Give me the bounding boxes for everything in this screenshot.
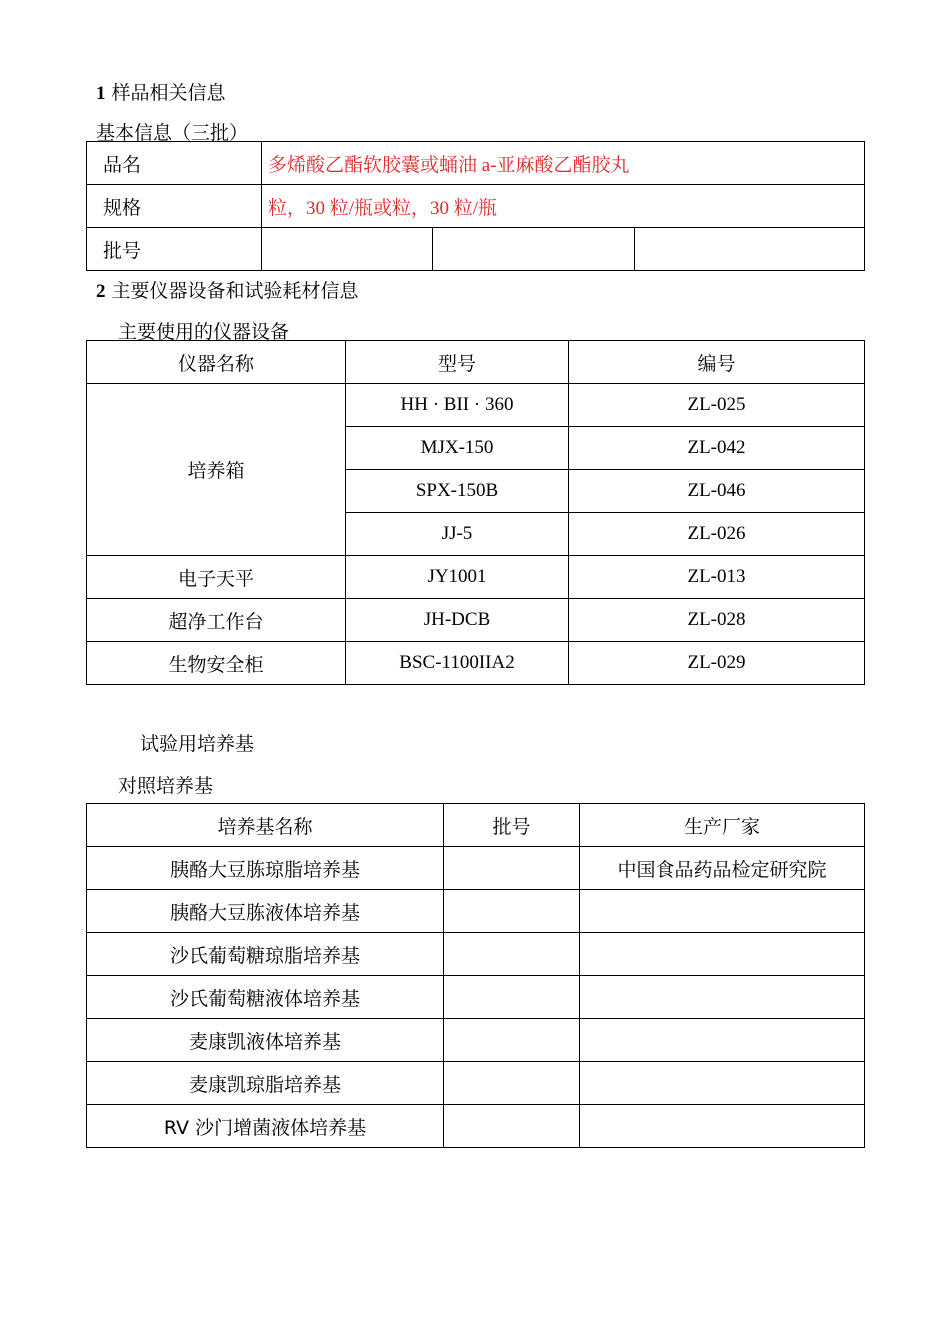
instrument-model: JH-DCB: [346, 599, 569, 642]
table-row: [87, 1105, 865, 1148]
batch-cell-1: [262, 228, 433, 271]
media-name: 胰酪大豆胨液体培养基: [87, 890, 444, 933]
media-maker: [580, 933, 865, 976]
incubator-name: 培养箱: [87, 384, 346, 556]
instrument-code: ZL-028: [569, 599, 865, 642]
incubator-model: HH · BII · 360: [346, 384, 569, 427]
media-maker: [580, 890, 865, 933]
basic-info-subtitle: 基本信息（三批）: [96, 122, 249, 144]
equipment-title: 主要使用的仪器设备: [118, 321, 290, 343]
batch-cell-2: [433, 228, 635, 271]
table-row: [87, 599, 865, 642]
product-name-value: 多烯酸乙酯软胶囊或蛹油 a-亚麻酸乙酯胶丸: [262, 142, 865, 185]
media-batch: [444, 1062, 580, 1105]
media-batch: [444, 1019, 580, 1062]
instrument-code: ZL-013: [569, 556, 865, 599]
incubator-model: SPX-150B: [346, 470, 569, 513]
media-name: RV 沙门增菌液体培养基: [87, 1105, 444, 1148]
instrument-code: ZL-029: [569, 642, 865, 685]
equipment-table: [86, 340, 865, 685]
header-code: 编号: [569, 341, 865, 384]
batch-cell-3: [635, 228, 865, 271]
instrument-name: 超净工作台: [87, 599, 346, 642]
media-batch: [444, 976, 580, 1019]
media-maker: [580, 1105, 865, 1148]
incubator-code: ZL-025: [569, 384, 865, 427]
control-media-title: 对照培养基: [118, 775, 214, 797]
section-2-number: 2: [96, 281, 106, 302]
section-1-number: 1: [96, 83, 106, 104]
spec-label: 规格: [87, 185, 262, 228]
table-row: [87, 556, 865, 599]
incubator-code: ZL-046: [569, 470, 865, 513]
incubator-model: MJX-150: [346, 427, 569, 470]
table-row: [87, 890, 865, 933]
instrument-name: 生物安全柜: [87, 642, 346, 685]
table-row: [87, 228, 865, 271]
media-name: 麦康凯琼脂培养基: [87, 1062, 444, 1105]
batch-label: 批号: [87, 228, 262, 271]
table-header-row: [87, 341, 865, 384]
media-maker: [580, 1019, 865, 1062]
media-name: 麦康凯液体培养基: [87, 1019, 444, 1062]
incubator-code: ZL-026: [569, 513, 865, 556]
media-maker: [580, 976, 865, 1019]
media-name: 胰酪大豆胨琼脂培养基: [87, 847, 444, 890]
table-row: [87, 933, 865, 976]
media-table: [86, 803, 865, 1148]
table-row: [87, 384, 865, 427]
media-name: 沙氏葡萄糖液体培养基: [87, 976, 444, 1019]
product-name-label: 品名: [87, 142, 262, 185]
table-row: [87, 185, 865, 228]
header-batch: 批号: [444, 804, 580, 847]
spec-value: 粒，30 粒/瓶或粒，30 粒/瓶: [262, 185, 865, 228]
instrument-name: 电子天平: [87, 556, 346, 599]
header-instrument-name: 仪器名称: [87, 341, 346, 384]
table-header-row: [87, 804, 865, 847]
incubator-code: ZL-042: [569, 427, 865, 470]
table-row: [87, 142, 865, 185]
media-batch: [444, 890, 580, 933]
media-name: 沙氏葡萄糖琼脂培养基: [87, 933, 444, 976]
table-row: [87, 642, 865, 685]
header-maker: 生产厂家: [580, 804, 865, 847]
media-maker: [580, 1062, 865, 1105]
header-model: 型号: [346, 341, 569, 384]
media-batch: [444, 847, 580, 890]
media-batch: [444, 1105, 580, 1148]
header-media-name: 培养基名称: [87, 804, 444, 847]
table-row: [87, 847, 865, 890]
table-row: [87, 1019, 865, 1062]
instrument-model: JY1001: [346, 556, 569, 599]
section-2-heading: [96, 276, 359, 303]
incubator-model: JJ-5: [346, 513, 569, 556]
section-1-title: 样品相关信息: [111, 82, 226, 104]
instrument-model: BSC-1100IIA2: [346, 642, 569, 685]
media-title: 试验用培养基: [140, 733, 255, 755]
basic-info-table: [86, 141, 865, 271]
section-2-title: 主要仪器设备和试验耗材信息: [111, 280, 359, 302]
section-1-heading: [96, 78, 226, 105]
media-batch: [444, 933, 580, 976]
table-row: [87, 976, 865, 1019]
media-maker: 中国食品药品检定研究院: [580, 847, 865, 890]
table-row: [87, 1062, 865, 1105]
